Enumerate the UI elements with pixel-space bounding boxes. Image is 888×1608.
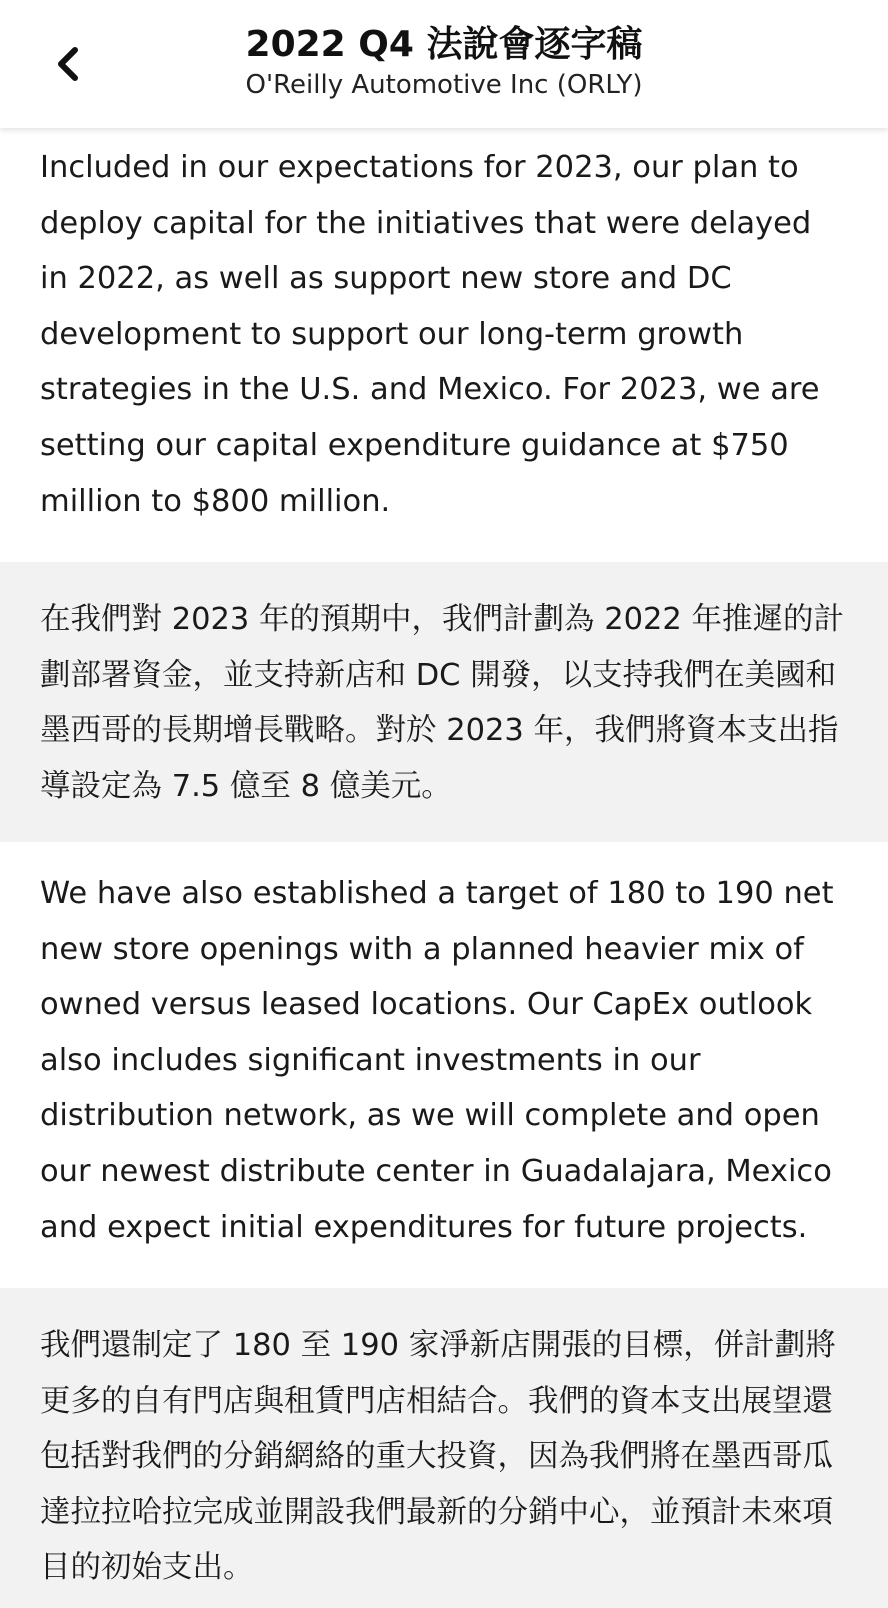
top-app-bar [0, 0, 888, 128]
transcript-paragraph-english [0, 128, 888, 562]
transcript-paragraph-chinese [0, 562, 888, 842]
paragraph-text: 在我們對 2023 年的預期中，我們計劃為 2022 年推遲的計劃部署資金，並支持新店和 DC 開發，以支持我們在美國和墨西哥的長期增長戰略。對於 2023 年，我們將資本支出指導設定為 7.5 億至 8 億美元。 [40, 602, 845, 804]
paragraph-text: Included in our expectations for 2023, our plan to deploy capital for the initiatives that were delayed in 2022, as well as support new store and DC development to support our long-term growth strategies in the U.S. and Mexico. For 2023, we are setting our capital expenditure guidance at $750 million to $800 million. [40, 150, 820, 519]
transcript-paragraph-chinese [0, 1288, 888, 1608]
transcript-list[interactable] [0, 128, 888, 1608]
company-subtitle: O'Reilly Automotive Inc (ORLY) [245, 70, 643, 100]
back-button[interactable] [44, 36, 92, 92]
paragraph-text: We have also established a target of 180 to 190 net new store openings with a planned heavier mix of owned versus leased locations. Our CapEx outlook also includes significant investments in our distribution network, as we will complete and open our newest distribute center in Guadalajara, Mexico and expect initial expenditures for future projects. [40, 876, 834, 1245]
paragraph-text: 我們還制定了 180 至 190 家淨新店開張的目標，併計劃將更多的自有門店與租賃門店相結合。我們的資本支出展望還包括對我們的分銷網絡的重大投資，因為我們將在墨西哥瓜達拉拉哈拉完成並開設我們最新的分銷中心，並預計未來項目的初始支出。 [40, 1328, 836, 1586]
header-titles [120, 22, 768, 102]
chevron-left-icon [54, 44, 82, 84]
transcript-paragraph-english [0, 842, 888, 1288]
page-title: 2022 Q4 法說會逐字稿 [245, 24, 643, 65]
